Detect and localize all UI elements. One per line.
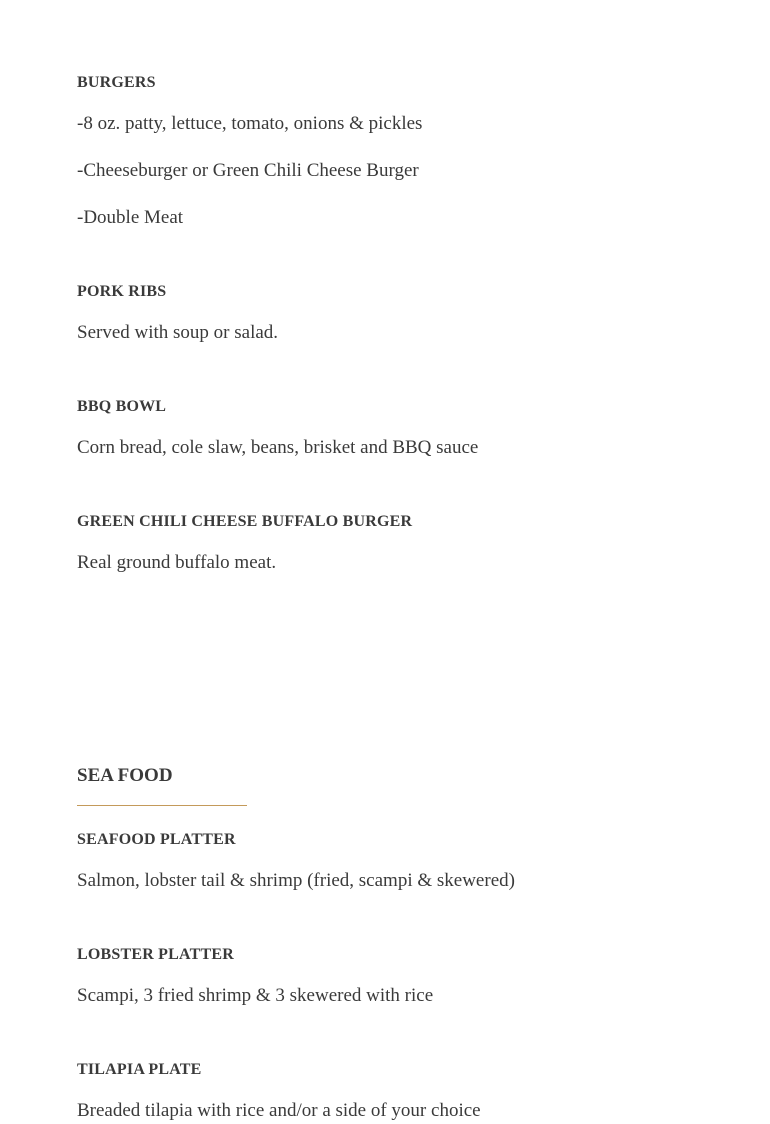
burgers-line-2: -Cheeseburger or Green Chili Cheese Burger bbox=[77, 160, 419, 181]
burgers-title: BURGERS bbox=[77, 74, 156, 91]
tilapia-plate-title: TILAPIA PLATE bbox=[77, 1061, 202, 1078]
seafood-platter-description: Salmon, lobster tail & shrimp (fried, scampi & skewered) bbox=[77, 870, 515, 891]
seafood-section-title: SEA FOOD bbox=[77, 765, 173, 786]
bbq-bowl-description: Corn bread, cole slaw, beans, brisket and BBQ sauce bbox=[77, 437, 479, 458]
pork-ribs-title: PORK RIBS bbox=[77, 283, 167, 300]
lobster-platter-description: Scampi, 3 fried shrimp & 3 skewered with rice bbox=[77, 985, 434, 1006]
tilapia-plate-description: Breaded tilapia with rice and/or a side of your choice bbox=[77, 1100, 481, 1121]
burgers-line-3: -Double Meat bbox=[77, 207, 184, 228]
bbq-bowl-title: BBQ BOWL bbox=[77, 398, 167, 415]
burgers-line-1: -8 oz. patty, lettuce, tomato, onions & pickles bbox=[77, 113, 423, 134]
seafood-section-rule bbox=[77, 805, 247, 806]
lobster-platter-title: LOBSTER PLATTER bbox=[77, 946, 234, 963]
buffalo-burger-title: GREEN CHILI CHEESE BUFFALO BURGER bbox=[77, 513, 413, 530]
buffalo-burger-description: Real ground buffalo meat. bbox=[77, 552, 277, 573]
pork-ribs-description: Served with soup or salad. bbox=[77, 322, 279, 343]
seafood-platter-title: SEAFOOD PLATTER bbox=[77, 831, 236, 848]
